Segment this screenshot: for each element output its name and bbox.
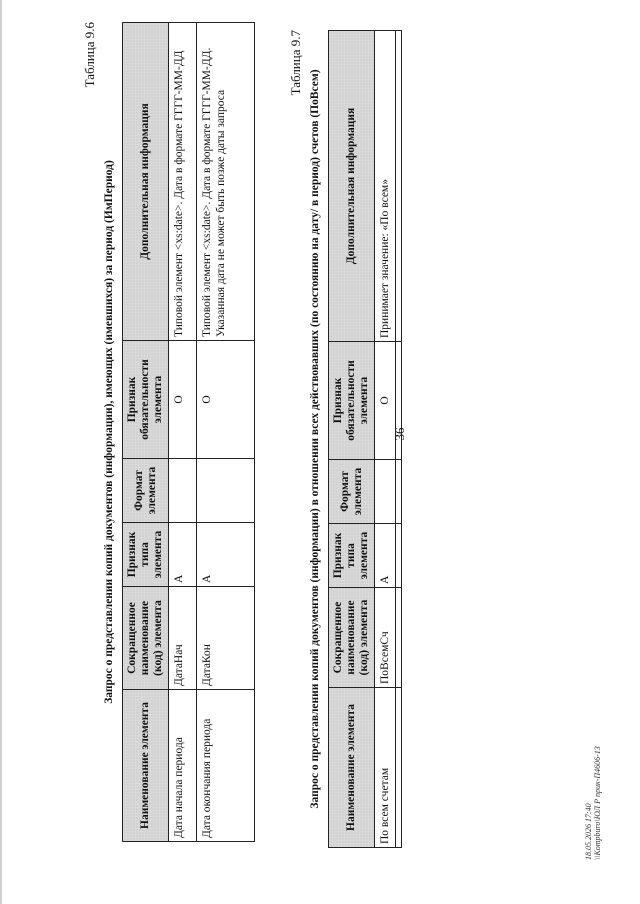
cell-type: А: [169, 523, 197, 587]
col-header-code: Сокращенное наименование (код) элемента: [329, 588, 375, 688]
col-header-required: Признак обязательности элемента: [123, 341, 169, 459]
print-datetime: 18.05.2026 17:40: [584, 803, 593, 860]
table-9-7-number: Таблица 9.7: [288, 30, 303, 96]
cell-required: О: [197, 341, 255, 459]
table-9-7-rotated: [288, 30, 402, 848]
cell-name: Дата окончания периода: [197, 690, 255, 842]
col-header-type: Признак типа элемента: [123, 523, 169, 587]
table-row: [375, 31, 396, 848]
col-header-code: Сокращенное наименование (код) элемента: [123, 587, 169, 690]
table-9-7-section: [288, 30, 402, 848]
cell-type: А: [197, 523, 255, 587]
cell-empty: [396, 342, 402, 460]
cell-required: О: [375, 342, 396, 460]
col-header-info: Дополнительная информация: [123, 23, 169, 341]
cell-info: Типовой элемент <xs:date>. Дата в формате ГГГГ-ММ-ДД: [169, 23, 197, 341]
cell-type: А: [375, 524, 396, 588]
cell-empty: [396, 588, 402, 688]
col-header-format: Формат элемента: [123, 459, 169, 523]
print-footer: [584, 746, 602, 860]
header-row: [123, 23, 169, 842]
cell-format: [197, 459, 255, 523]
print-path: \\Kompburo\ЮЛ Р прик-П4606-13: [593, 746, 602, 860]
table-row: [197, 23, 255, 842]
cell-format: [375, 460, 396, 524]
table-9-7-caption: Запрос о представлении копий документов (информации) в отношении всех действовавших (по состоянию на дату/ в период) счетов (ПоВсем): [309, 69, 321, 809]
table-9-6: [122, 22, 255, 842]
table-9-6-rotated: [82, 22, 255, 842]
cell-info: Типовой элемент <xs:date>. Дата в формате ГГГГ-ММ-ДД. Указанная дата не может быть позже даты запроса: [197, 23, 255, 341]
col-header-type: Признак типа элемента: [329, 524, 375, 588]
cell-empty: [396, 31, 402, 342]
cell-required: О: [169, 341, 197, 459]
cell-code: ПоВсемСч: [375, 588, 396, 688]
table-row: [169, 23, 197, 842]
col-header-format: Формат элемента: [329, 460, 375, 524]
col-header-info: Дополнительная информация: [329, 31, 375, 342]
table-9-6-number: Таблица 9.6: [82, 22, 97, 88]
page-number: 36: [392, 427, 407, 441]
col-header-name: Наименование элемента: [329, 688, 375, 848]
table-9-7: [328, 30, 402, 848]
cell-empty: [396, 688, 402, 848]
cell-name: Дата начала периода: [169, 690, 197, 842]
cell-format: [169, 459, 197, 523]
cell-empty: [396, 524, 402, 588]
table-row-continued: [396, 31, 402, 848]
cell-empty: [396, 460, 402, 524]
cell-code: ДатаНач: [169, 587, 197, 690]
table-9-6-section: [82, 22, 255, 842]
col-header-required: Признак обязательности элемента: [329, 342, 375, 460]
col-header-name: Наименование элемента: [123, 690, 169, 842]
cell-name: По всем счетам: [375, 688, 396, 848]
header-row: [329, 31, 375, 848]
table-9-6-caption: Запрос о представлении копий документов (информации), имеющих (имевшихся) за период (ИмПериод): [103, 160, 115, 704]
cell-code: ДатаКон: [197, 587, 255, 690]
cell-info: Принимает значение: «По всем»: [375, 31, 396, 342]
